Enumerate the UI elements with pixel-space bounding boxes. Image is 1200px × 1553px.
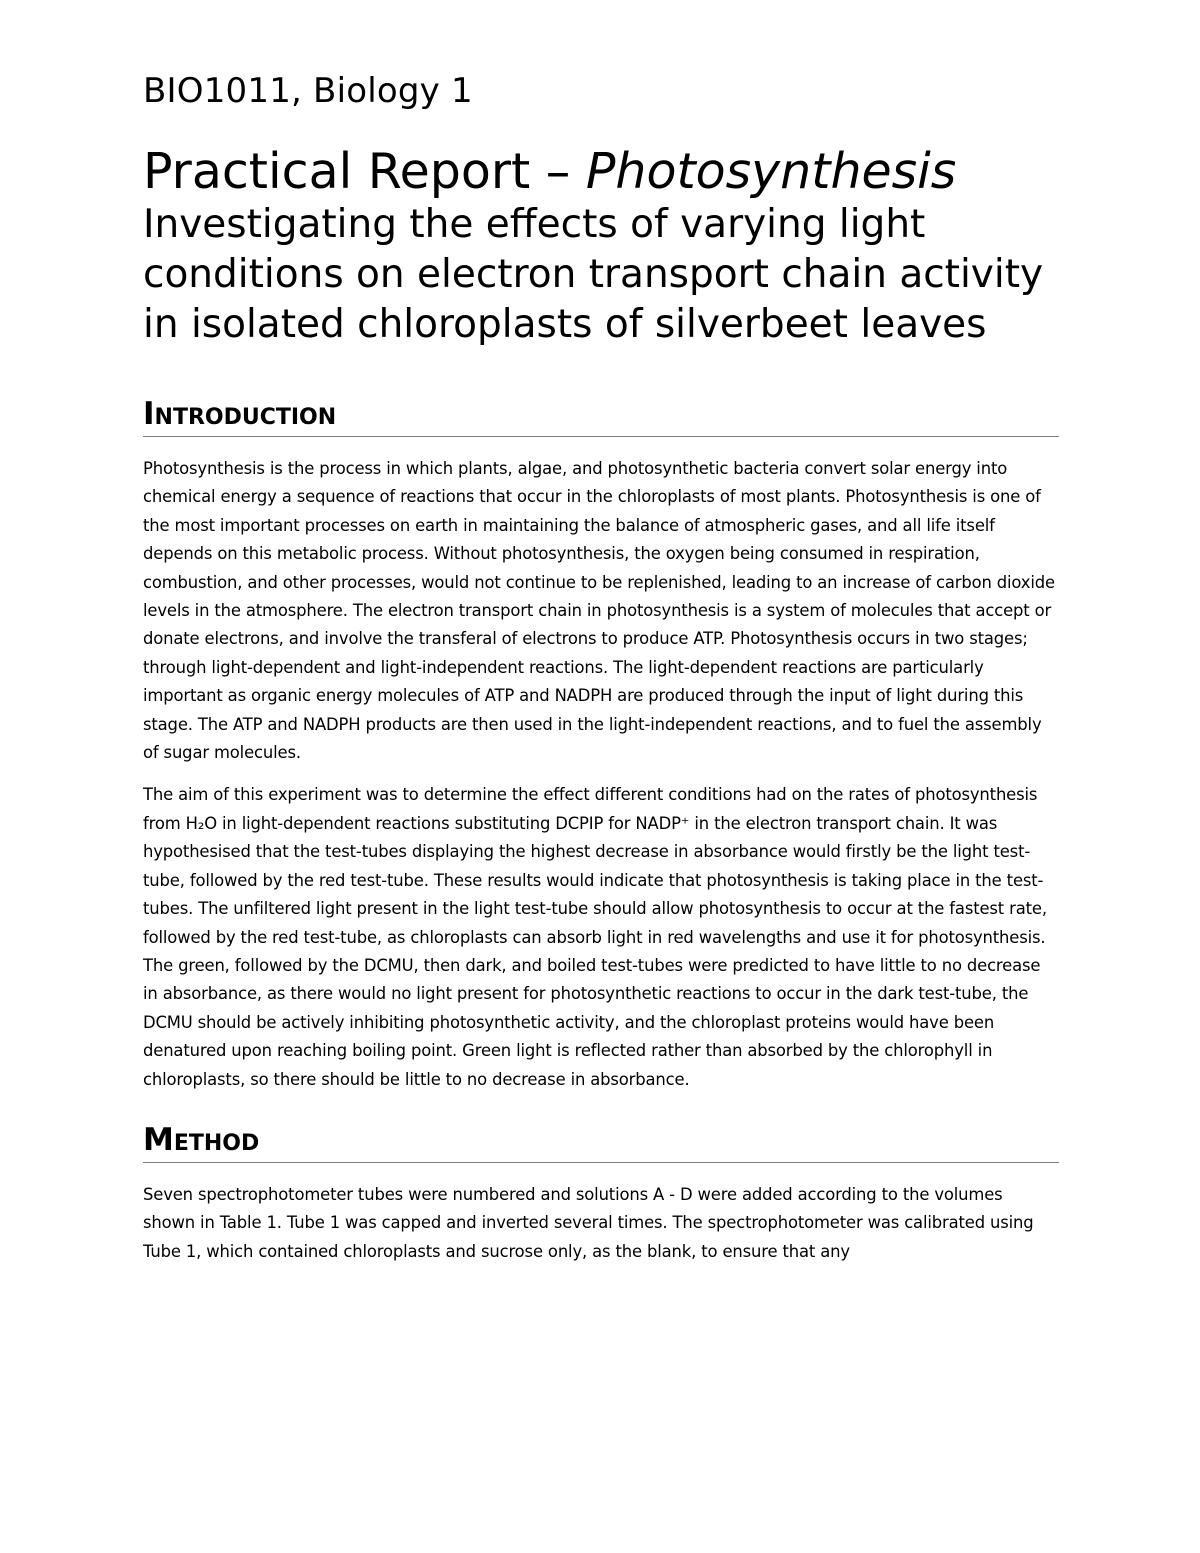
- introduction-heading: Introduction: [143, 396, 1059, 437]
- report-title-italic: Photosynthesis: [585, 143, 957, 200]
- introduction-paragraph-1: Photosynthesis is the process in which plants, algae, and photosynthetic bacteria convert solar energy into chemical energy a sequence of reactions that occur in the chloroplasts of most plants. Photosynthesis is one of the most important processes on earth in maintaining the balance of atmospheric gases, and all life itself depends on this metabolic process. Without photosynthesis, the oxygen being consumed in respiration, combustion, and other processes, would not continue to be replenished, leading to an increase of carbon dioxide levels in the atmosphere. The electron transport chain in photosynthesis is a system of molecules that accept or donate electrons, and involve the transferal of electrons to produce ATP. Photosynthesis occurs in two stages; through light-dependent and light-independent reactions. The light-dependent reactions are particularly important as organic energy molecules of ATP and NADPH are produced through the input of light during this stage. The ATP and NADPH products are then used in the light-independent reactions, and to fuel the assembly of sugar molecules.: [143, 459, 1055, 763]
- method-heading: Method: [143, 1122, 1059, 1163]
- course-header: BIO1011, Biology 1: [143, 71, 473, 111]
- method-paragraph-1: Seven spectrophotometer tubes were numbered and solutions A - D were added according to the volumes shown in Table 1. Tube 1 was capped and inverted several times. The spectrophotometer was calibrated using Tube 1, which contained chloroplasts and sucrose only, as the blank, to ensure that any: [143, 1184, 1034, 1261]
- report-subtitle: Investigating the effects of varying light conditions on electron transport chain activity in isolated chloroplasts of silverbeet leaves: [143, 202, 1044, 347]
- introduction-paragraph-2: The aim of this experiment was to determine the effect different conditions had on the rates of photosynthesis from H₂O in light-dependent reactions substituting DCPIP for NADP⁺ in the electron transport chain. It was hypothesised that the test-tubes displaying the highest decrease in absorbance would firstly be the light test-tube, followed by the red test-tube. These results would indicate that photosynthesis is taking place in the test-tubes. The unfiltered light present in the light test-tube should allow photosynthesis to occur at the fastest rate, followed by the red test-tube, as chloroplasts can absorb light in red wavelengths and use it for photosynthesis. The green, followed by the DCMU, then dark, and boiled test-tubes were predicted to have little to no decrease in absorbance, as there would no light present for photosynthetic reactions to occur in the dark test-tube, the DCMU should be actively inhibiting photosynthetic activity, and the chloroplast proteins would have been denatured upon reaching boiling point. Green light is reflected rather than absorbed by the chlorophyll in chloroplasts, so there should be little to no decrease in absorbance.: [143, 785, 1047, 1089]
- document-page: [143, 68, 1059, 1266]
- report-title-prefix: Practical Report –: [143, 143, 586, 200]
- report-title: [143, 144, 1059, 200]
